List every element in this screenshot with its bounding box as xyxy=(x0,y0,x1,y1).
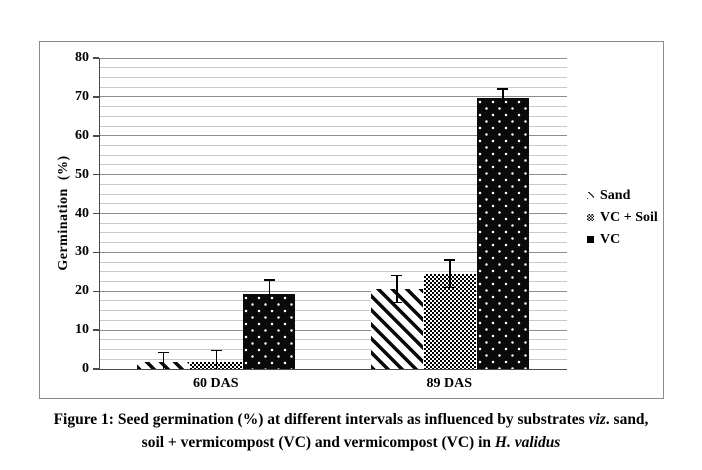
caption-text: H. validus xyxy=(494,434,561,451)
error-bar xyxy=(269,280,271,309)
error-bar-cap xyxy=(444,287,455,289)
error-bar-cap xyxy=(497,88,508,90)
y-axis-tick xyxy=(93,213,99,215)
y-tick-label: 0 xyxy=(82,361,89,376)
y-tick-label: 60 xyxy=(75,127,89,143)
y-tick-label: 40 xyxy=(75,205,89,221)
sand-swatch-icon xyxy=(587,192,594,199)
figure-caption xyxy=(0,408,702,454)
gridline xyxy=(100,67,567,68)
error-bar-cap xyxy=(211,350,222,352)
y-tick-label: 80 xyxy=(75,50,89,65)
error-bar xyxy=(502,89,504,106)
y-tick-label: 10 xyxy=(75,322,89,338)
caption-line xyxy=(0,431,702,454)
gridline xyxy=(100,77,567,78)
caption-text: . sand, xyxy=(605,411,649,428)
error-bar-cap xyxy=(158,352,169,354)
legend-label: Sand xyxy=(600,187,631,203)
legend-item-vc-soil xyxy=(587,210,658,225)
error-bar xyxy=(216,350,218,369)
bar-vc-89-das xyxy=(477,98,529,369)
legend-label: VC xyxy=(600,231,621,247)
y-axis-tick xyxy=(93,96,99,98)
y-axis-title: Germination (%) xyxy=(56,155,71,271)
caption-text: Figure 1: Seed germination (%) at different intervals as influenced by substrates xyxy=(53,411,589,428)
caption-text: viz xyxy=(588,411,606,428)
x-category-label: 60 DAS xyxy=(192,376,239,391)
error-bar-cap xyxy=(391,275,402,277)
legend-item-vc xyxy=(587,232,658,247)
caption-text: soil + vermicompost (VC) and vermicompost (VC) in xyxy=(141,434,495,451)
y-axis-tick xyxy=(93,174,99,176)
plot-area xyxy=(99,58,567,370)
y-axis-tick xyxy=(93,329,99,331)
y-axis-tick xyxy=(93,252,99,254)
error-bar xyxy=(163,353,165,369)
error-bar-cap xyxy=(264,308,275,310)
chart-frame xyxy=(39,41,664,399)
vc-soil-swatch-icon xyxy=(587,214,594,221)
error-bar-cap xyxy=(497,105,508,107)
y-tick-label: 20 xyxy=(75,283,89,299)
error-bar xyxy=(449,260,451,287)
error-bar-cap xyxy=(444,259,455,261)
y-axis-tick xyxy=(93,291,99,293)
error-bar xyxy=(396,275,398,302)
caption-line xyxy=(0,408,702,431)
y-axis-tick xyxy=(93,368,99,370)
legend-label: VC + Soil xyxy=(600,209,658,225)
y-axis-tick xyxy=(93,135,99,137)
y-tick-label: 70 xyxy=(75,88,89,104)
error-bar-cap xyxy=(391,302,402,304)
error-bar-cap xyxy=(264,279,275,281)
legend xyxy=(587,188,658,254)
y-axis-tick xyxy=(93,57,99,59)
legend-item-sand xyxy=(587,188,658,203)
vc-swatch-icon xyxy=(587,236,594,243)
y-tick-label: 50 xyxy=(75,166,89,182)
gridline xyxy=(100,58,567,59)
y-tick-label: 30 xyxy=(75,244,89,260)
x-category-label: 89 DAS xyxy=(426,376,472,391)
